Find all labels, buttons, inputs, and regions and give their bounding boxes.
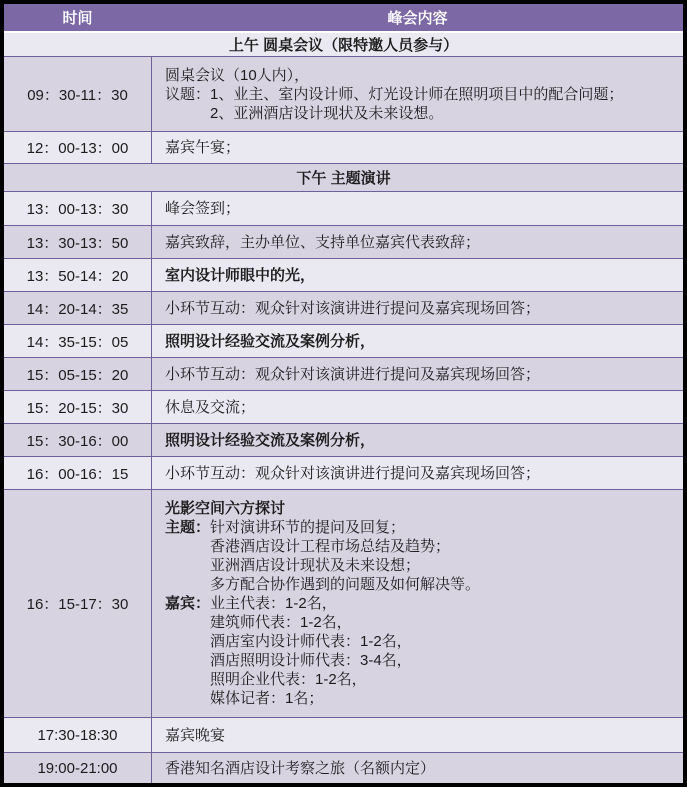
table-row [4,131,683,163]
content-cell [152,358,683,390]
time-cell: 19:00-21:00 [4,753,152,783]
content-cell [152,391,683,423]
content-line: 小环节互动：观众针对该演讲进行提问及嘉宾现场回答； [165,365,541,383]
content-line: 亚洲酒店设计现状及未来设想； [210,557,421,574]
table-row [4,324,683,357]
section-title-morning: 上午 圆桌会议（限特邀人员参与） [228,37,459,54]
content-column-header: 峰会内容 [387,10,448,27]
table-row [4,752,683,783]
time-cell: 15：20-15：30 [4,391,152,423]
section-row-morning [4,33,683,56]
time-column-header: 时间 [62,10,93,27]
topic-text: 针对演讲环节的提问及回复； [210,519,406,536]
content-line: 小环节互动：观众针对该演讲进行提问及嘉宾现场回答； [165,464,541,482]
topic-label: 主题： [165,519,211,536]
time-cell: 12：00-13：00 [4,132,152,163]
content-cell [152,132,683,163]
content-cell [152,424,683,456]
content-line: 香港酒店设计工程市场总结及趋势； [210,538,451,555]
content-line: 香港知名酒店设计考察之旅（名额内定） [165,759,436,777]
time-cell: 14：20-14：35 [4,292,152,324]
content-line: 嘉宾晚宴 [165,726,226,744]
table-row [4,456,683,489]
content-cell [152,57,683,131]
content-line: 峰会签到； [165,200,241,217]
table-row [4,56,683,131]
content-line: 多方配合协作遇到的问题及如何解决等。 [210,576,481,593]
content-cell [152,292,683,324]
table-row [4,191,683,225]
content-line: 建筑师代表：1-2名， [210,614,352,631]
table-header-row [4,4,683,33]
content-cell [152,490,683,717]
guest-label: 嘉宾： [165,595,211,612]
content-cell [152,457,683,489]
content-line: 小环节互动：观众针对该演讲进行提问及嘉宾现场回答； [165,299,541,317]
time-cell: 16：15-17：30 [4,490,152,717]
table-row [4,225,683,258]
content-line: 嘉宾午宴； [165,139,241,156]
content-line [165,85,675,104]
time-cell: 16：00-16：15 [4,457,152,489]
time-cell: 15：30-16：00 [4,424,152,456]
content-cell [152,192,683,225]
content-line: 媒体记者：1名； [210,690,324,707]
content-cell [152,753,683,783]
table-row [4,258,683,291]
time-cell: 15：05-15：20 [4,358,152,390]
section-row-afternoon [4,163,683,191]
section-title-afternoon: 下午 主题演讲 [296,170,391,187]
content-cell [152,226,683,258]
table-row [4,357,683,390]
content-line: 照明设计经验交流及案例分析， [165,431,376,449]
table-row [4,423,683,456]
table-row [4,390,683,423]
time-cell: 13：50-14：20 [4,259,152,291]
content-line: 圆桌会议（10人内）， [165,66,310,84]
content-line: 室内设计师眼中的光， [165,266,316,284]
content-line: 酒店照明设计师代表：3-4名， [210,652,412,669]
content-line-title: 光影空间六方探讨 [165,500,286,517]
time-cell: 17:30-18:30 [4,718,152,752]
content-line [165,518,675,537]
content-line: 照明设计经验交流及案例分析， [165,332,376,350]
table-row [4,291,683,324]
content-cell [152,718,683,752]
content-cell [152,325,683,357]
table-row [4,489,683,717]
time-cell: 14：35-15：05 [4,325,152,357]
topic-text: 1、业主、室内设计师、灯光设计师在照明项目中的配合问题； [210,85,624,103]
table-row [4,717,683,752]
guest-text: 业主代表：1-2名， [210,595,337,612]
time-cell: 13：00-13：30 [4,192,152,225]
content-line: 照明企业代表：1-2名， [210,671,367,688]
time-cell: 13：30-13：50 [4,226,152,258]
content-line [165,594,675,613]
content-line: 酒店室内设计师代表：1-2名， [210,633,412,650]
time-cell: 09：30-11：30 [4,57,152,131]
content-line: 2、亚洲酒店设计现状及未来设想。 [210,104,444,122]
content-line: 休息及交流； [165,398,256,416]
topic-label: 议题： [165,85,211,103]
content-line: 嘉宾致辞，主办单位、支持单位嘉宾代表致辞； [165,233,481,251]
content-cell [152,259,683,291]
